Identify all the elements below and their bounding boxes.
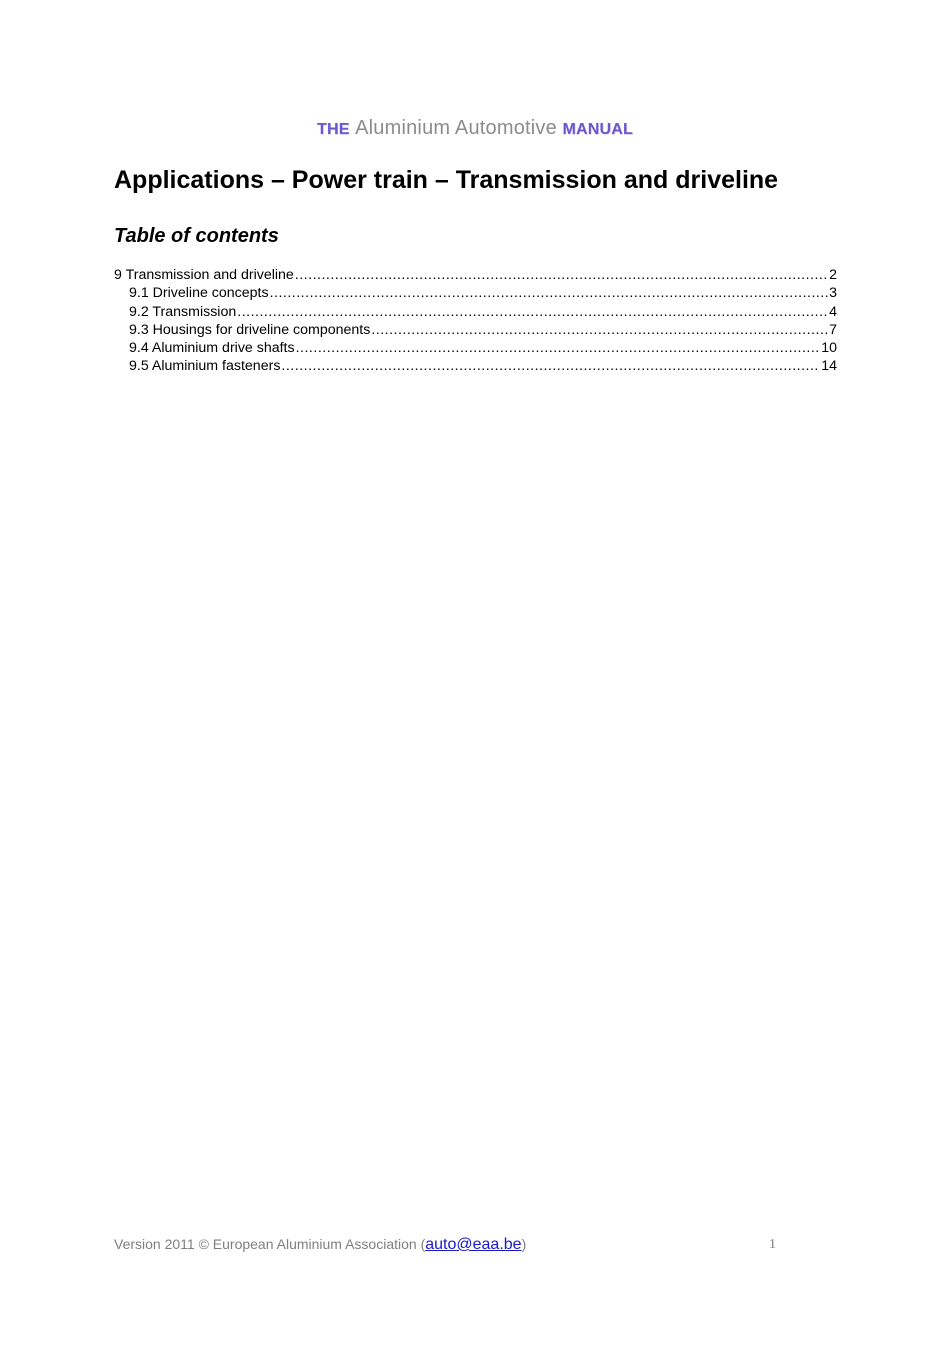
header-the: THE xyxy=(317,121,350,138)
toc-dot-leader xyxy=(296,339,821,357)
toc-entry-9[interactable] xyxy=(114,266,837,284)
toc-entry-label: 9 Transmission and driveline xyxy=(114,267,294,283)
toc-entry-page: 14 xyxy=(821,358,837,375)
page-footer xyxy=(114,1235,526,1254)
toc-heading: Table of contents xyxy=(114,225,279,247)
toc-dot-leader xyxy=(237,303,828,321)
table-of-contents xyxy=(114,266,837,376)
toc-entry-page: 10 xyxy=(821,340,837,357)
page-number: 1 xyxy=(769,1237,776,1252)
footer-version-text: Version 2011 © European Aluminium Association ( xyxy=(114,1236,426,1252)
toc-entry-9-4[interactable] xyxy=(114,339,837,357)
toc-entry-page: 2 xyxy=(829,267,837,283)
toc-dot-leader xyxy=(281,357,820,375)
toc-entry-label: 9.3 Housings for driveline components xyxy=(129,321,371,338)
toc-entry-page: 7 xyxy=(829,321,837,338)
manual-header xyxy=(0,117,950,141)
toc-entry-label: 9.1 Driveline concepts xyxy=(129,285,269,302)
toc-entry-page: 4 xyxy=(829,303,837,320)
toc-entry-9-5[interactable] xyxy=(114,357,837,375)
footer-email-link[interactable]: auto@eaa.be xyxy=(425,1236,522,1253)
header-title: Aluminium Automotive xyxy=(355,117,557,139)
toc-entry-9-3[interactable] xyxy=(114,321,837,339)
document-title: Applications – Power train – Transmission and driveline xyxy=(114,166,779,194)
toc-dot-leader xyxy=(270,284,829,302)
toc-entry-page: 3 xyxy=(829,285,837,302)
toc-entry-label: 9.5 Aluminium fasteners xyxy=(129,358,281,375)
header-manual: MANUAL xyxy=(562,121,633,138)
toc-dot-leader xyxy=(295,266,828,284)
toc-entry-9-2[interactable] xyxy=(114,303,837,321)
toc-dot-leader xyxy=(371,321,828,339)
toc-entry-label: 9.4 Aluminium drive shafts xyxy=(129,340,295,357)
toc-entry-label: 9.2 Transmission xyxy=(129,303,237,320)
toc-entry-9-1[interactable] xyxy=(114,284,837,302)
footer-close-paren: ) xyxy=(521,1236,527,1252)
